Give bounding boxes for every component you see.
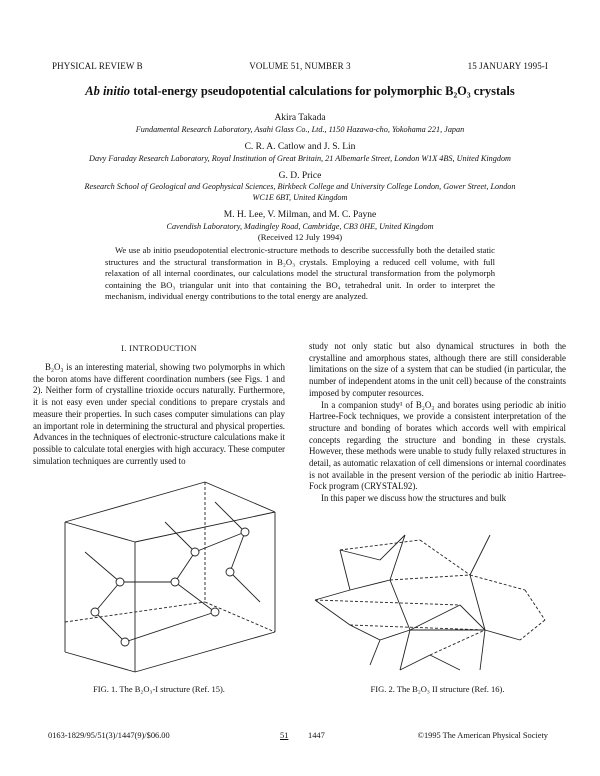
intro-paragraph-3: In a companion study¹ of B₂O₃ and borates using periodic ab initio Hartree-Fock techniques, we provide a consistent interpretation of the structure and bonding of borates which accords well with empirical concepts regarding the structure and bonding in these crystals. However, these methods were unable to study fully relaxed structures in detail, as automatic relaxation of cell dimensions or internal coordinates is not available in the present version of the periodic ab initio Hartree-Fock program (CRYSTAL92). bbox=[309, 399, 566, 492]
page-number: 1447 bbox=[308, 731, 325, 740]
author-3: G. D. Price bbox=[278, 171, 322, 181]
affiliation-4: Cavendish Laboratory, Madingley Road, Cambridge, CB3 0HE, United Kingdom bbox=[166, 222, 434, 231]
footer-volume: 51 bbox=[280, 731, 289, 740]
paper-title bbox=[0, 84, 600, 99]
author-4: M. H. Lee, V. Milman, and M. C. Payne bbox=[223, 210, 377, 220]
abstract: We use ab initio pseudopotential electronic-structure methods to describe successfully both the detailed static structures and the structural transformation in B₂O₃ crystals. Employing a reduced cell volume, with full relaxation of all internal coordinates, our calculations model the structural transformation from the polymorph containing the BO₃ triangular unit into that containing the BO₄ tetrahedral unit. In order to interpret the mechanism, individual energy contributions to the total energy are analyzed. bbox=[105, 245, 495, 302]
section-heading: I. INTRODUCTION bbox=[121, 343, 197, 353]
intro-paragraph-1: B₂O₃ is an interesting material, showing two polymorphs in which the boron atoms have different coordination numbers (see Figs. 1 and 2). Neither form of crystalline trioxide occurs naturally. Furthermore, it is not easy even under special conditions to prepare crystals and measure their properties. In such cases computer simulations can play an important role in determining the structural and physical properties. Advances in the techniques of electronic-structure calculations make it possible to calculate total energies with high accuracy. These computer simulation techniques are currently used to bbox=[33, 362, 285, 466]
intro-paragraph-4: In this paper we discuss how the structures and bulk bbox=[321, 493, 507, 504]
affiliation-1: Fundamental Research Laboratory, Asahi Glass Co., Ltd., 1150 Hazawa-cho, Yokohama 221, Japan bbox=[135, 125, 465, 134]
volume-number: VOLUME 51, NUMBER 3 bbox=[249, 61, 351, 71]
journal-name: PHYSICAL REVIEW B bbox=[52, 61, 143, 71]
figure-1-structure-diagram bbox=[25, 462, 290, 677]
affiliation-3: Research School of Geological and Geophysical Sciences, Birkbeck College and University College London, Gower Street, London WC1E 6BT, United Kingdom bbox=[84, 182, 516, 202]
article-code: 0163-1829/95/51(3)/1447(9)/$06.00 bbox=[48, 731, 170, 740]
copyright-notice: ©1995 The American Physical Society bbox=[417, 731, 548, 740]
title-rest: total-energy pseudopotential calculations for polymorphic B₂O₃ crystals bbox=[130, 84, 515, 98]
figure-2-caption: FIG. 2. The B₂O₃ II structure (Ref. 16). bbox=[370, 684, 505, 694]
affiliation-2: Davy Faraday Research Laboratory, Royal Institution of Great Britain, 21 Albemarle Street, London W1X 4BS, United Kingdom bbox=[89, 154, 511, 163]
title-italic: Ab initio bbox=[85, 84, 131, 98]
author-2: C. R. A. Catlow and J. S. Lin bbox=[244, 142, 356, 152]
intro-paragraph-2: study not only static but also dynamical structures in both the crystalline and amorphous states, although there are still considerable limitations on the size of a system that can be studied (in particular, the number of independent atoms in the unit cell) because of the constraints imposed by computer resources. bbox=[309, 341, 566, 398]
left-column bbox=[33, 362, 285, 467]
figure-2-structure-diagram bbox=[310, 530, 550, 675]
author-1: Akira Takada bbox=[274, 113, 326, 123]
figure-1-caption: FIG. 1. The B₂O₃-I structure (Ref. 15). bbox=[93, 684, 225, 694]
issue-date: 15 JANUARY 1995-I bbox=[467, 61, 548, 71]
received-date: (Received 12 July 1994) bbox=[257, 232, 343, 242]
right-column bbox=[309, 341, 566, 505]
